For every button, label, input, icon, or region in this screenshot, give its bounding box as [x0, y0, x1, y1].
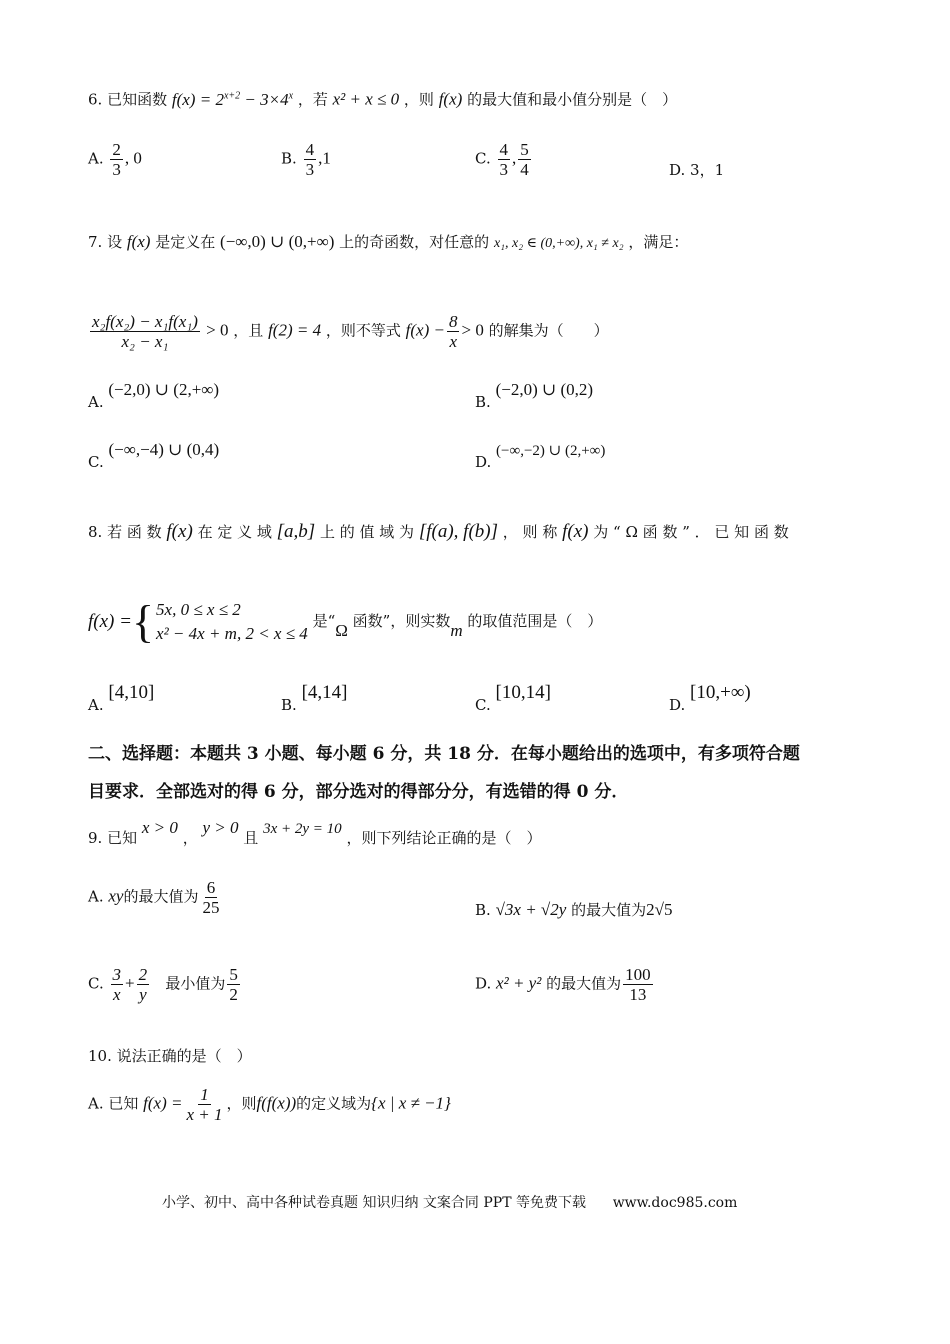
q8-stem-line2: f(x) = { 5x, 0 ≤ x ≤ 2 x² − 4x + m, 2 < x ≤ 4 是“Ω 函数”，则实数m 的取值范围是（ ）: [88, 596, 603, 647]
q7-option-b[interactable]: B. (−2,0) ∪ (0,2): [475, 380, 594, 411]
q10-option-a[interactable]: A. 已知 f(x) = $\frac{1}{x + 1}$ ，则f(f(x))的定义域为{x | x ≠ −1}: [88, 1085, 451, 1124]
q8-piecewise-function: f(x) = { 5x, 0 ≤ x ≤ 2 x² − 4x + m, 2 < x ≤ 4: [88, 596, 308, 647]
q8-option-d[interactable]: D. [10,+∞): [669, 682, 751, 714]
q6-function: $f(x) = 2^{x+2} - 3\times 4^x$: [171, 89, 294, 109]
section-2-heading-line1: 二、选择题：本题共 3 小题、每小题 6 分，共 18 分．在每小题给出的选项中，有多项符合题: [88, 744, 800, 764]
q7-condition-fraction: $\frac{\text{x₂f(x₂) − x₁f(x₁)}}{\text{x₂ − x₁}}$: [92, 312, 198, 351]
q7-option-c[interactable]: C. (−∞,−4) ∪ (0,4): [88, 440, 220, 471]
q8-stem-line1: 8. 若 函 数 f(x) 在 定 义 域 [a,b] 上 的 值 域 为 [f(a), f(b)] ， 则 称 f(x) 为 “ Ω 函 数 ” ． 已 知 函 数: [88, 521, 789, 542]
q9-stem: 9. 已知 x > 0 ， y > 0 且 3x + 2y = 10 ，则下列结论正确的是（ ）: [88, 818, 542, 847]
q6-condition: x² + x ≤ 0: [332, 89, 400, 109]
q9-option-d[interactable]: D. x² + y² 的最大值为 $\frac{100}{13}$: [475, 965, 651, 1004]
q6-option-d[interactable]: D. 3，1: [669, 161, 725, 179]
footer-text: 小学、初中、高中各种试卷真题 知识归纳 文案合同 PPT 等免费下载: [162, 1195, 586, 1211]
q9-option-b[interactable]: B. √3x + √2y 的最大值为2√5: [475, 900, 673, 919]
q6-option-a-fraction: $\frac{2}{3}$: [112, 140, 121, 179]
q7-domain: (−∞,0) ∪ (0,+∞): [220, 232, 335, 251]
q10-stem: 10. 说法正确的是（ ）: [88, 1047, 252, 1065]
q6-option-b[interactable]: B. $\frac{4}{3}$ ,1: [281, 140, 331, 179]
q7-option-d[interactable]: D. (−∞,−2) ∪ (2,+∞): [475, 443, 606, 471]
q8-option-b[interactable]: B. [4,14]: [281, 682, 348, 714]
q8-option-c[interactable]: C. [10,14]: [475, 682, 551, 714]
q6-stem: 6. 已知函数 $f(x) = 2^{x+2} - 3\times 4^x$ ，若 x² + x ≤ 0 ，则 f(x) 的最大值和最小值分别是（ ）: [88, 89, 678, 109]
q6-option-c[interactable]: C. $\frac{4}{3}$ , $\frac{5}{4}$: [475, 140, 529, 179]
q7-option-a[interactable]: A. (−2,0) ∪ (2,+∞): [88, 380, 220, 411]
q9-option-c[interactable]: C. $\frac{3}{x}$ + $\frac{2}{y}$ 最小值为 $\frac{5}{2}$: [88, 965, 238, 1004]
q7-stem-line2: $\frac{\text{x₂f(x₂) − x₁f(x₁)}}{\text{x₂ − x₁}}$ > 0 ，且 f(2) = 4 ，则不等式 f(x) − $\frac{8}{x}$ > 0 的解集为（ ）: [92, 312, 609, 351]
section-2-heading-line2: 目要求．全部选对的得 6 分，部分选对的得部分分，有选错的得 0 分．: [88, 782, 629, 802]
footer-url[interactable]: www.doc985.com: [612, 1195, 738, 1211]
q7-stem-line1: 7. 设 f(x) 是定义在 (−∞,0) ∪ (0,+∞) 上的奇函数，对任意的 x₁, x₂ ∈ (0,+∞), x₁ ≠ x₂ ，满足：: [88, 232, 689, 251]
q9-option-a[interactable]: A. xy的最大值为 $\frac{6}{25}$: [88, 878, 220, 917]
q8-option-a[interactable]: A. [4,10]: [88, 682, 155, 714]
footer: [162, 1192, 737, 1212]
q6-option-a[interactable]: A. $\frac{2}{3}$ , 0: [88, 140, 142, 179]
